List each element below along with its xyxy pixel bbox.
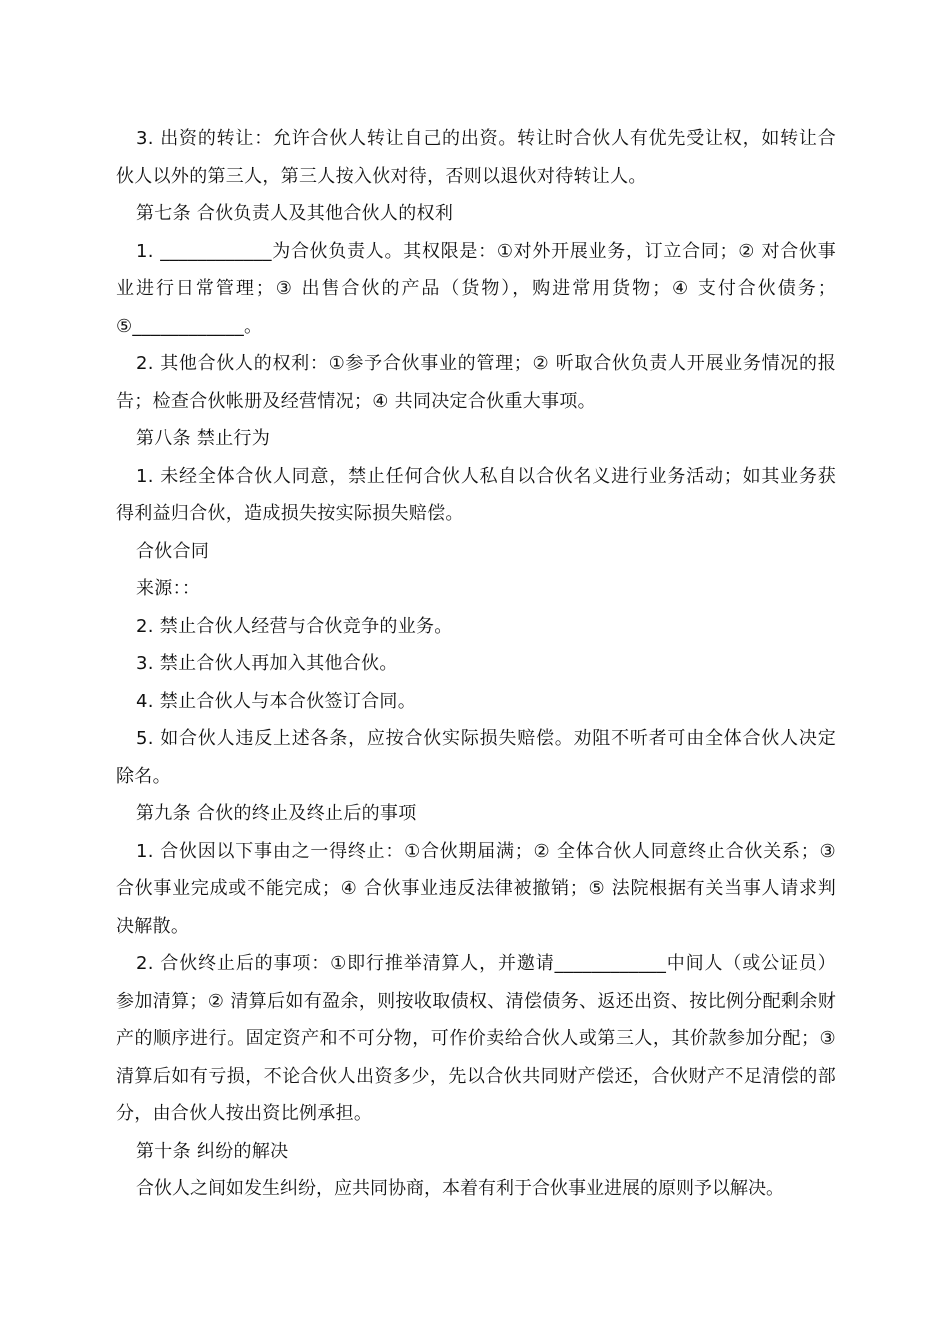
article-8-heading: 第八条 禁止行为 [136,428,271,449]
paragraph-title-note: 合伙合同 [136,540,210,562]
paragraph-prohibition-5: 5. 如合伙人违反上述各条，应按合伙实际损失赔偿。劝阻不听者可由全体合伙人决定除名。 [116,728,836,787]
paragraph-dispute-resolution: 合伙人之间如发生纠纷，应共同协商，本着有利于合伙事业进展的原则予以解决。 [136,1178,784,1199]
article-10-heading: 第十条 纠纷的解决 [136,1140,289,1162]
paragraph-prohibition-4: 4. 禁止合伙人与本合伙签订合同。 [136,690,416,712]
paragraph-responsible-partner: 1. ____________为合伙负责人。其权限是：①对外开展业务，订立合同；② 对合伙事业进行日常管理；③ 出售合伙的产品（货物），购进常用货物；④ 支付合伙债务；⑤____________。 [116,240,836,337]
article-9-heading: 第九条 合伙的终止及终止后的事项 [136,803,417,824]
article-7-heading: 第七条 合伙负责人及其他合伙人的权利 [136,203,454,224]
document-page [116,120,836,1208]
paragraph-after-termination: 2. 合伙终止后的事项：①即行推举清算人，并邀请____________中间人（或公证员）参加清算；② 清算后如有盈余，则按收取债权、清偿债务、返还出资、按比例分配剩余财产的顺序进行。固定资产和不可分物，可作价卖给合伙人或第三人，其价款参加分配；③ 清算后如有亏损，不论合伙人出资多少，先以合伙共同财产偿还，合伙财产不足清偿的部分，由合伙人按出资比例承担。 [116,953,836,1124]
paragraph-source-note: 来源：： [136,578,201,599]
paragraph-transfer-of-capital: 3. 出资的转让：允许合伙人转让自己的出资。转让时合伙人有优先受让权，如转让合伙人以外的第三人，第三人按入伙对待，否则以退伙对待转让人。 [116,128,836,187]
paragraph-termination-reasons: 1. 合伙因以下事由之一得终止：①合伙期届满；② 全体合伙人同意终止合伙关系；③合伙事业完成或不能完成；④ 合伙事业违反法律被撤销；⑤ 法院根据有关当事人请求判决解散。 [116,840,836,937]
paragraph-prohibition-3: 3. 禁止合伙人再加入其他合伙。 [136,653,398,674]
paragraph-prohibition-2: 2. 禁止合伙人经营与合伙竞争的业务。 [136,615,453,637]
paragraph-prohibition-1: 1. 未经全体合伙人同意，禁止任何合伙人私自以合伙名义进行业务活动；如其业务获得利益归合伙，造成损失按实际损失赔偿。 [116,465,836,524]
paragraph-other-partner-rights: 2. 其他合伙人的权利：①参予合伙事业的管理；② 听取合伙负责人开展业务情况的报告；检查合伙帐册及经营情况；④ 共同决定合伙重大事项。 [116,353,836,412]
